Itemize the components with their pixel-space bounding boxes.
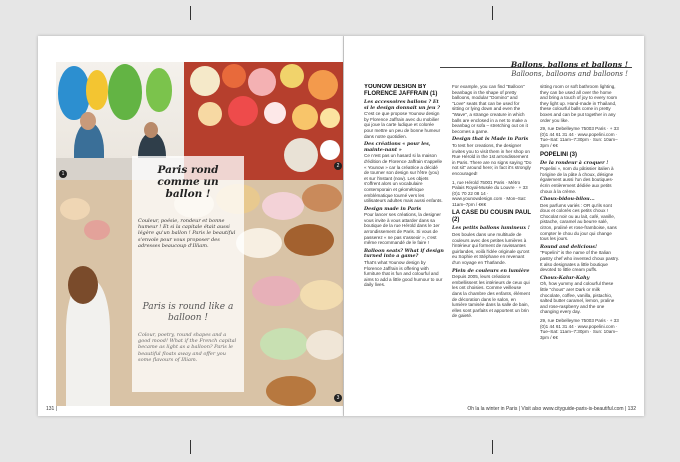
- photo-number-badge: 1: [59, 170, 67, 178]
- paragraph: "Popelini" is the name of the Italian pastry chef who invented choux pastry. It also designates a little boutique devoted to little cream puffs.: [540, 250, 620, 273]
- subheading: Choux-Kalur-Kahy: [540, 274, 590, 281]
- paragraph: To test her creations, the designer invites you to visit them in her shop on Rue Hérold in the 1st arrondissement in Paris. There are no signs saying "Do not sit" around here; in fact it's strongly encouraged!: [452, 142, 532, 176]
- choux-pastry: [252, 276, 300, 306]
- magazine-right-page: [344, 36, 644, 416]
- choux-pastry: [260, 328, 308, 360]
- light-ball: [320, 108, 340, 128]
- subheading: Design made in Paris: [364, 205, 422, 212]
- person-left-head: [80, 112, 96, 130]
- magazine-left-page: [38, 36, 344, 416]
- address-block: 29, rue Debelleyme 75003 Paris · + 33 (0)1 44 61 31 44 · www.popelini.com · Tue–Sat: 11am–7:30pm · Sun: 10am–3pm / €€: [540, 317, 619, 340]
- paragraph: For example, you can find "Balloon" beanbags in the shape of pretty balloons, modular "Domino" and "Love" seats that can be used for sitting or lying down and even the "Wave", a strange creature in which balls are enclosed in a net to make a beanbag or sofa – stretching out on it becomes a game.: [452, 84, 528, 134]
- choux-pastry: [84, 220, 110, 240]
- page-footer-right: Oh la la winter in Paris | Visit also www.cityguide-paris-is-beautiful.com | 132: [467, 406, 636, 412]
- choux-pastry: [266, 376, 316, 406]
- light-ball: [264, 102, 286, 124]
- caption-body-en: Colour, poetry, round shapes and a good mood! What if the French capital became as light as a balloon? Paris le beautiful floats away and offer you some flavours of Illiam.: [138, 332, 237, 363]
- intro-caption-box: [132, 156, 244, 392]
- choux-pastry: [300, 280, 344, 310]
- subheading: De la rondeur à croquer !: [540, 159, 609, 166]
- light-ball: [222, 64, 246, 88]
- caption-title-fr: Paris rond comme un ballon !: [157, 164, 219, 200]
- choux-pastry: [60, 198, 90, 220]
- caption-body-fr: Couleur, poésie, rondeur et bonne humeur ! Et si la capitale était aussi légère qu'un ballon ! Paris le beautiful s'envole pour vous proposer des adresses beaucoup d'Illiam.: [138, 218, 236, 249]
- subheading: Design that is Made in Paris: [452, 136, 529, 143]
- subheading: Balloon seats? What if design turned into a game?: [364, 247, 444, 260]
- paragraph: sitting room or soft bathroom lighting, they can be used all over the home and bring a touch of joy to every room they light up. Hand-made in Thailand, these colourful balls come in pretty boxes and can be put together in any order you like.: [540, 84, 618, 123]
- paragraph: Des boules dans une multitude de couleurs avec des petites lumières à l'intérieur qui forment de ravissantes guirlandes, voilà l'idée originale qu'ont eu Sophie et Stéphane en revenant d'un voyage en Thaïlande.: [452, 232, 530, 266]
- subheading: Choux-bidou-bilou...: [540, 196, 595, 203]
- paragraph: Ce n'est pas un hasard si la maison d'édition de Florence Jaffrain s'appelle « Younow » car la créatrice a décidé de tourner son design sur l'être (you) et sur l'instant (now). Les objets s'offrent alors un vocabulaire contemporain et géométrique emblématique tourné vers les utilisateurs adultes mais aussi enfants.: [364, 153, 443, 204]
- subheading: Les petits ballons lumineux !: [452, 225, 530, 232]
- paragraph: Pour lancer ses créations, la designer vous invite à vous attarder dans sa boutique de la rue Hérold dans le 1er arrondissement de Paris. Si vous de passerez « ne pas s'asseoir », c'est même recommandé de le faire !: [364, 212, 441, 246]
- light-ball: [198, 102, 222, 126]
- photo-number-badge: 2: [334, 162, 342, 170]
- subheading: Des créations « pour les, mainte-nant »: [364, 141, 431, 153]
- address-block: 29, rue Debelleyme 75003 Paris · + 33 (0)1 44 61 31 44 · www.popelini.com · Tue–Sat: 11am–7:30pm · Sun: 10am–3pm / €€: [540, 126, 619, 148]
- text-column-1: [364, 84, 444, 402]
- registration-mark-left: [190, 6, 191, 20]
- person-hair: [68, 266, 98, 304]
- paragraph: Des parfums variés : OR qu'ils sont doux et colorés ces petits choux ! Chocolat noir ou au lait, café, vanille, pistache, caramel au beurre salé, citron, praliné et rose-framboise, sans compter le chou du jour qui change tous les jours.: [540, 202, 617, 242]
- photo-number-badge: 3: [334, 394, 342, 402]
- paragraph: C'est ce que propose Younow design by Florence Jaffrain avec du mobilier qui joue la carte ludique et colorée pour mettre un peu de bonne humeur dans notre quotidien.: [364, 111, 441, 139]
- page-number-left: 131 |: [46, 406, 58, 412]
- registration-mark-right: [492, 6, 493, 20]
- light-ball: [280, 64, 304, 88]
- paragraph: That's what Younow design by Florence Jaffrain is offering with furniture that is fun and colourful and aims to add a little good humour to our daily lives.: [364, 260, 443, 288]
- registration-mark-bottom-left: [190, 440, 191, 454]
- photo-collage: [56, 62, 344, 406]
- light-ball: [284, 138, 318, 172]
- address-block: 1, rue Hérold 75001 Paris · Métro Palais Royal-Musée du Louvre · + 33 (0)1 70 22 08 14 · www.younowdesign.com · Mon–Sat: 11am–7pm / €€€: [452, 179, 528, 207]
- paragraph: Oh, how yummy and colourful these little "chous" are! Dark or milk chocolate, coffee, vanilla, pistachio, salted butter caramel, lemon, praline and rose-raspberry and the one changing every day.: [540, 281, 615, 315]
- section-heading: POPELINI (3): [540, 151, 578, 158]
- light-ball: [228, 96, 258, 126]
- subheading: Plein de couleurs en lumière: [452, 267, 530, 274]
- caption-title-en: Paris is round like a balloon !: [142, 302, 234, 323]
- subheading: Round and delicious!: [540, 243, 598, 250]
- choux-pastry: [306, 330, 344, 360]
- text-column-3: [540, 84, 620, 402]
- person-right-head: [144, 122, 158, 138]
- light-ball: [308, 70, 338, 100]
- registration-mark-bottom-right: [492, 440, 493, 454]
- light-ball: [320, 140, 340, 160]
- article-title-en: Balloons, balloons and balloons !: [511, 70, 628, 78]
- green-balloon: [108, 64, 142, 120]
- paragraph: Depuis 2005, leurs créations embellissent les intérieurs de ceux qui les ont choisies. Comme veilleuse dans la chambre des enfants, élément de décoration dans le salon, en lumière tamisée dans la salle de bain, elles sont parfaits et apportent un brin de gaieté.: [452, 274, 530, 319]
- light-ball: [190, 66, 220, 96]
- section-heading: YOUNOW DESIGN BY FLORENCE JAFFRAIN (1): [364, 84, 438, 97]
- paragraph: Popelini », nom du pâtissier italien à l'origine de la pâte à choux, désigne également aussi l'un des boutiques-écrin entièrement dédiée aux petits choux à la crème.: [540, 166, 614, 194]
- section-heading: LA CASE DU COUSIN PAUL (2): [452, 210, 531, 224]
- light-ball: [292, 104, 318, 130]
- green-balloon: [146, 68, 172, 112]
- text-column-2: [452, 84, 532, 402]
- choux-pastry: [302, 184, 342, 212]
- subheading: Les accessoires ballons ? Et si le design donnait un jeu ?: [364, 99, 440, 111]
- light-ball: [248, 68, 276, 96]
- yellow-balloon: [86, 70, 108, 110]
- article-title-fr: Ballons, ballons et ballons !: [510, 60, 628, 69]
- choux-pastry: [262, 192, 304, 220]
- choux-pastry: [284, 224, 334, 256]
